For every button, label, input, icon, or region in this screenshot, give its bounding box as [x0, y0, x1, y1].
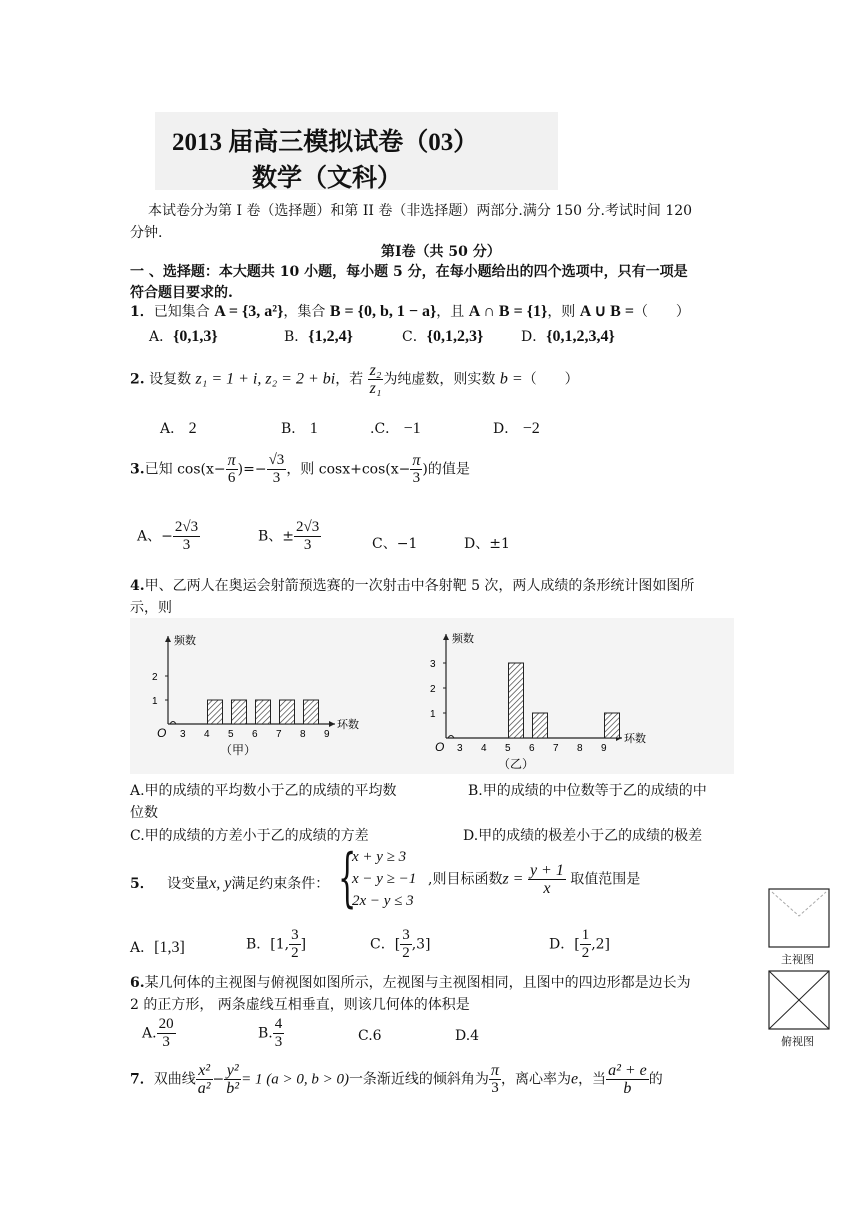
- x-axis-label: 环数: [624, 733, 646, 745]
- x-tick-label: 7: [553, 743, 559, 754]
- q1-option-b[interactable]: B．{1,2,4}: [284, 328, 353, 345]
- y-axis-label: 频数: [174, 635, 196, 647]
- q5-option-c[interactable]: C．[ $\frac{3}{2}$ ,3]: [370, 927, 431, 961]
- q2-paren: （ ）: [522, 371, 579, 388]
- q4-option-b[interactable]: B.甲的成绩的中位数等于乙的成绩的中: [468, 783, 707, 799]
- section-heading-line2: 符合题目要求的.: [130, 285, 233, 301]
- q4-option-d[interactable]: D.甲的成绩的极差小于乙的成绩的极差: [463, 828, 703, 844]
- q5-constraint-2: x − y ≥ −1: [352, 871, 417, 887]
- origin-label: O: [157, 726, 167, 740]
- q3-option-c[interactable]: C、−1: [372, 536, 418, 552]
- volume-title: 第Ⅰ卷（共 50 分）: [381, 244, 501, 260]
- q1-option-c[interactable]: C．{0,1,2,3}: [402, 328, 484, 345]
- q2-expression: z₁ = 1 + i, z₂ = 2 + bi: [195, 370, 336, 388]
- q1-text4: ，则: [547, 304, 576, 320]
- question-5: 5． 设变量x, y满足约束条件：: [130, 875, 330, 892]
- x-tick-label: 5: [228, 729, 234, 740]
- q1-set-b: B = {0, b, 1 − a}: [329, 303, 437, 320]
- intro-line1: 本试卷分为第 I 卷（选择题）和第 II 卷（非选择题）两部分.满分 150 分.考试时间 120: [148, 203, 693, 219]
- question-6: 6.某几何体的主视图与俯视图如图所示，左视图与主视图相同，且图中的四边形都是边长为: [130, 975, 691, 991]
- q3-text: 已知 cos(x−: [144, 461, 226, 478]
- q1-text3: ，且: [436, 304, 465, 320]
- question-3: [130, 452, 470, 487]
- bar: [280, 700, 295, 724]
- q5-constraint-3: 2x − y ≤ 3: [352, 893, 414, 909]
- bar: [533, 713, 548, 738]
- question-4: 4.甲、乙两人在奥运会射箭预选赛的一次射击中各射靶 5 次，两人成绩的条形统计图如图所: [130, 578, 695, 594]
- x-tick-label: 8: [300, 729, 306, 740]
- q1-set-a: A = {3, a²}: [214, 303, 284, 320]
- x-tick-label: 4: [481, 743, 487, 754]
- q1-condition: A ∩ B = {1}: [468, 303, 548, 320]
- q3-fraction-3: $\frac{\pi}{3}$: [412, 452, 421, 486]
- q6-line2: 2 的正方形， 两条虚线互相垂直，则该几何体的体积是: [130, 997, 470, 1013]
- x-tick-label: 7: [276, 729, 282, 740]
- front-view-label: 主视图: [781, 954, 814, 966]
- q1-text2: ，集合: [283, 304, 326, 320]
- q2-option-b[interactable]: B． 1: [281, 420, 318, 437]
- q3-text3: ，则 cosx+cos(x−: [286, 461, 411, 478]
- bar: [605, 713, 620, 738]
- y-tick-label: 1: [152, 696, 158, 707]
- bar: [232, 700, 247, 724]
- q5-objective: ,则目标函数z = $\frac{y + 1}{x}$ 取值范围是: [428, 862, 641, 897]
- x-axis-label: 环数: [337, 719, 359, 731]
- q4-option-b-cont: 位数: [130, 805, 158, 821]
- q4-option-a[interactable]: A.甲的成绩的平均数小于乙的成绩的平均数: [130, 783, 397, 799]
- y-axis-label: 频数: [452, 633, 474, 645]
- q6-option-a[interactable]: A. $\frac{20}{3}$: [142, 1016, 174, 1050]
- x-tick-label: 9: [324, 729, 330, 740]
- q3-number: 3.: [130, 461, 145, 478]
- q1-paren: （ ）: [633, 304, 690, 320]
- q1-option-d[interactable]: D．{0,1,2,3,4}: [521, 328, 615, 345]
- bar: [256, 700, 271, 724]
- x-tick-label: 9: [601, 743, 607, 754]
- q4-option-c[interactable]: C.甲的成绩的方差小于乙的成绩的方差: [130, 828, 369, 844]
- q4-charts: [130, 618, 734, 774]
- x-tick-label: 5: [505, 743, 511, 754]
- top-view-label: 俯视图: [781, 1036, 814, 1048]
- bar: [208, 700, 223, 724]
- q5-constraint-1: x + y ≥ 3: [352, 849, 407, 865]
- q2-text2: ，若: [335, 371, 364, 388]
- q2-text3: 为纯虚数，则实数: [383, 371, 496, 388]
- q4-line2: 示，则: [130, 600, 172, 616]
- q3-text4: )的值是: [422, 461, 470, 478]
- x-tick-label: 6: [252, 729, 258, 740]
- origin-label: O: [435, 740, 445, 754]
- x-tick-label: 3: [180, 729, 186, 740]
- q3-fraction-2: $\frac{√3}{3}$: [268, 452, 285, 486]
- section-heading-line1: 一 、选择题：本大题共 10 小题，每小题 5 分，在每小题给出的四个选项中，只有一项是: [130, 264, 688, 280]
- x-tick-label: 4: [204, 729, 210, 740]
- x-tick-label: 6: [529, 743, 535, 754]
- chart-caption: （乙）: [498, 757, 535, 771]
- q3-option-b[interactable]: B、± $\frac{2√3}{3}$: [258, 519, 320, 553]
- q5-option-a[interactable]: A．[1,3]: [130, 939, 185, 956]
- y-tick-label: 3: [430, 659, 436, 670]
- q2-option-c[interactable]: .C． −1: [370, 420, 421, 437]
- exam-subtitle: 数学（文科）: [252, 165, 403, 192]
- x-tick-label: 8: [577, 743, 583, 754]
- top-view-figure: [768, 970, 832, 1032]
- q6-option-c[interactable]: C.6: [358, 1028, 382, 1044]
- q1-ask: A ∪ B =: [579, 303, 634, 320]
- q2-number: 2.: [130, 371, 145, 388]
- q1-text: 已知集合: [153, 304, 210, 320]
- intro-line2: 分钟.: [130, 225, 163, 241]
- q3-option-a[interactable]: A、− $\frac{2√3}{3}$: [137, 519, 199, 553]
- question-2: [130, 362, 579, 397]
- front-view-figure: [768, 888, 832, 950]
- y-tick-label: 1: [430, 709, 436, 720]
- q5-constraints: [352, 846, 416, 912]
- q3-option-d[interactable]: D、±1: [464, 536, 510, 552]
- x-tick-label: 3: [457, 743, 463, 754]
- bar: [304, 700, 319, 724]
- y-tick-label: 2: [152, 672, 158, 683]
- q3-text2: )=−: [237, 461, 267, 478]
- q2-fraction: $\frac{\text{z₂}}{\text{z₁}}$: [369, 362, 382, 397]
- q6-option-d[interactable]: D.4: [455, 1028, 480, 1044]
- exam-title: 2013 届高三模拟试卷（03）: [172, 129, 479, 156]
- q6-option-b[interactable]: B. $\frac{4}{3}$: [258, 1016, 283, 1050]
- chart-caption: （甲）: [220, 743, 257, 757]
- question-1: [130, 301, 690, 321]
- q1-option-a[interactable]: A．{0,1,3}: [149, 328, 218, 345]
- q2-option-a[interactable]: A． 2: [160, 420, 197, 437]
- q2-b: b =: [499, 370, 523, 388]
- y-tick-label: 2: [430, 684, 436, 695]
- q5-brace: {: [338, 841, 357, 915]
- q2-text: 设复数: [149, 371, 192, 388]
- question-7: 7．双曲线 $\frac{\text{x²}}{\text{a²}}$ − $\frac{\text{y²}}{\text{b²}}$ = 1 (a > 0, b > 0)一条渐近线的倾斜角为 $\frac{\pi}{3}$ ，离心率为e，当 $\frac{\text{a² + e}}{b}$ 的: [130, 1062, 663, 1097]
- q1-number: 1．: [130, 304, 154, 320]
- q3-fraction-1: $\frac{\pi}{6}$: [227, 452, 236, 486]
- q5-option-d[interactable]: D．[ $\frac{1}{2}$ ,2]: [549, 927, 611, 961]
- q2-option-d[interactable]: D． −2: [493, 420, 540, 437]
- q5-option-b[interactable]: B．[1, $\frac{3}{2}$ ]: [246, 927, 307, 961]
- bar: [509, 663, 524, 738]
